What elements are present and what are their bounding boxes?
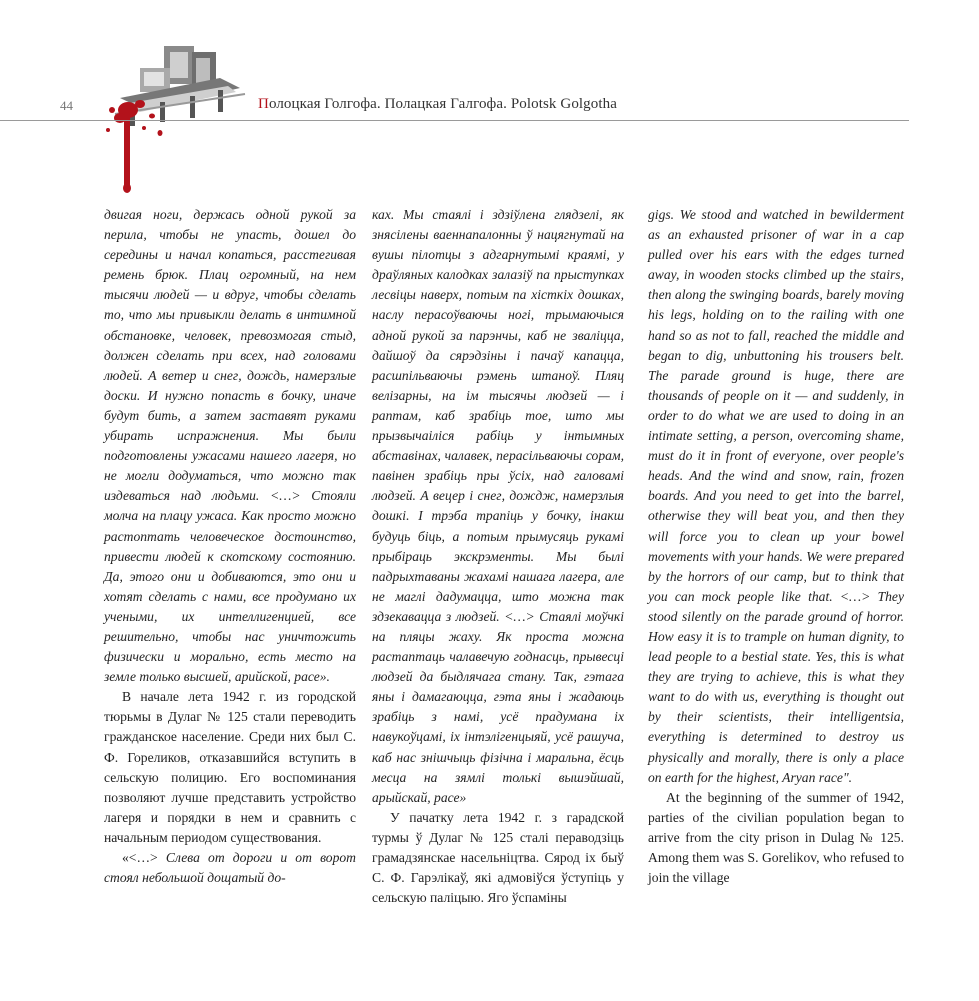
text-columns [104,205,904,925]
running-header [258,96,617,113]
blood-drops-icon [106,100,163,193]
paragraph: У пачатку лета 1942 г. з гарадской турмы ў Дулаг № 125 сталі пераводзіць грамадзянскае насельніцтва. Сярод іх быў С. Ф. Гарэлікаў, які адмовіўся ўступіць у сельскую паліцыю. Яго ўспаміны [372,809,624,906]
paragraph: В начале лета 1942 г. из городской тюрьмы в Дулаг № 125 стали переводить гражданское население. Среди них был С. Ф. Гореликов, отказавшийся вступить в сельскую полицию. Его воспоминания позволяют лучше представить устройство лагеря и порядки в нем и сравнить с начальным периодом существования. [104,689,356,845]
paragraph: двигая ноги, держась одной рукой за перила, чтобы не упасть, дошел до середины и начал копаться, расстегивая ремень брюк. Плац огромный, на нем тысячи людей — и вдруг, чтобы сделать то, что мы привыкли делать в интимной обстановке, человек, превозмогая стыд, должен сделать при всех, над головами людей. А ветер и снег, дождь, намерзлые доски. И нужно попасть в бочку, иначе будут бить, а затем заставят руками убирать испражнения. Мы были подготовлены ужасами нашего лагеря, но не могли додуматься, что можно так издеваться над людьми. <…> Стояли молча на плацу ужаса. Как просто можно растоптать человеческое достоинство, привести людей к скотскому состоянию. Да, этого они и добиваются, это они и хотят сделать с нами, все продумано их учеными, их интеллигенцией, все решительно, чтобы нас уничтожить физически и морально, есть место на земле только высшей, арийской, расе». [104,207,356,685]
column-english [648,205,904,888]
running-header-initial: П [258,96,269,112]
quote-open: «<…> [122,850,158,865]
column-russian [104,205,356,888]
paragraph: At the beginning of the summer of 1942, parties of the civilian population began to arrive from the city prison in Dulag № 125. Among them was S. Gorelikov, who refused to join the village [648,789,904,886]
running-header-rest: олоцкая Голгофа. Полацкая Галгофа. Polotsk Golgotha [268,96,618,112]
column-belarusian [372,205,624,908]
page-number: 44 [60,98,73,113]
quote-text: Слева от дороги и от ворот стоял небольшой дощатый до- [104,850,356,886]
header-rule [0,120,909,121]
paragraph [104,848,356,888]
paragraph: gigs. We stood and watched in bewilderment as an exhausted prisoner of war in a cap pulled over his ears with the edges turned away, in wooden stocks climbed up the stairs, then along the swinging boards, barely moving his legs, holding on to the railing with one hand so as not to fall, reached the middle and began to dig, unbuttoning his trousers belt. The parade ground is huge, there are thousands of people on it — and suddenly, in order to do what we are used to doing in an intimate setting, a person, overcoming shame, must do it in front of everyone, over people's heads. And the wind and snow, rain, frozen boards. And you need to get into the barrel, otherwise they will beat you, and then they will force you to clean up your bowel movements with your hands. We were prepared by the horrors of our camp, but to think that you can mock people like that. <…> They stood silently on the parade ground of horror. How easy it is to trample on human dignity, to lead people to a bestial state. Yes, this is what they are trying to achieve, this is what they want to do with us, everything is thought out by their scientists, their intelligentsia, everything is determined to destroy us physically and morally, there is only a place on earth for the highest, Aryan race". [648,207,904,785]
gallows-blood-logo [100,38,250,193]
paragraph: ках. Мы стаялі і здзіўлена глядзелі, як знясілены ваеннапалонны ў нацягнутай на вушы пілотцы з адгарнутымі краямі, у драўляных калодках залазіў па прыступках лесвіцы наверх, потым па хісткіх дошках, наслу перасоўваючы ногі, трымаючыся адной рукой за парэнчы, каб не зваліцца, дайшоў да сярэдзіны і пачаў капацца, расшпільваючы рэмень штаноў. Пляц велізарны, на ім тысячы людзей — і раптам, каб зрабіць тое, што мы прызвычаіліся рабіць у інтымных абставінах, чалавек, перасільваючы сорам, павінен зрабіць пры ўсіх, над галовамі людзей. А вецер і снег, дождж, намерзлыя дошкі. І трэба трапіць у бочку, інакш будуць біць, а потым прымусяць рукамі прыбіраць экскрэменты. Мы былі падрыхтаваны жахамі нашага лагера, але не маглі дадумацца, што можна так здзекавацца з людзей. <…> Стаялі моўчкі на пляцы жаху. Як проста можна растаптаць чалавечую годнасць, прывесці людзей да быдлячага стану. Так, гэтага яны і дамагаюцца, гэта яны і жадаюць зрабіць з намі, усё прадумана іх навукоўцамі, іх інтэлігенцыяй, усё рашуча, каб нас знішчыць фізічна і маральна, ёсць месца на зямлі толькі вышэйшай, арыйскай, расе» [372,207,624,805]
